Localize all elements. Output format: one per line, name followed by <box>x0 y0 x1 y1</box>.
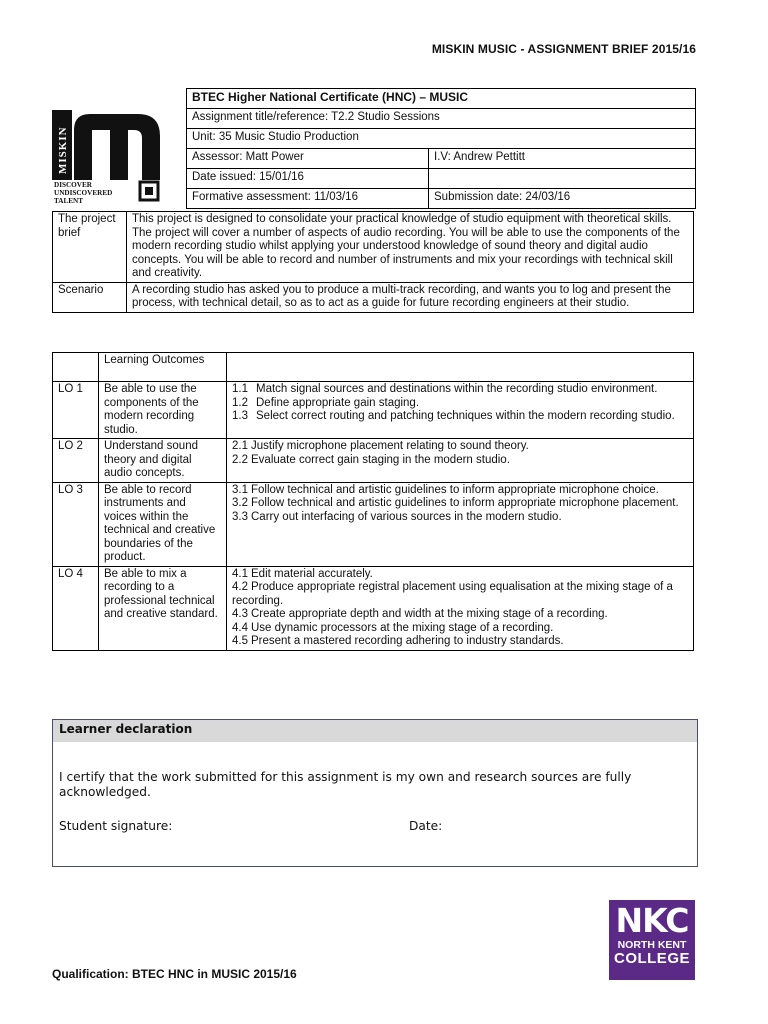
nkc-logo-line2: COLLEGE <box>613 950 690 967</box>
scenario-label: Scenario <box>53 282 127 312</box>
criterion: 4.2 Produce appropriate registral placement using equalisation at the mixing stage of a recording. <box>232 581 673 607</box>
criterion: 1.3 Select correct routing and patching techniques within the modern recording studio. <box>232 410 675 422</box>
lo-outcome: Be able to record instruments and voices within the technical and creative boundaries of the product. <box>99 482 227 566</box>
lo-row-2 <box>53 439 694 483</box>
footer-qualification: Qualification: BTEC HNC in MUSIC 2015/16 <box>52 967 297 981</box>
criterion: 4.5 Present a mastered recording adhering to industry standards. <box>232 635 564 647</box>
lo-id: LO 3 <box>53 482 99 566</box>
miskin-logo <box>52 110 172 210</box>
lo-criteria <box>227 566 694 650</box>
lo-outcome: Be able to use the components of the modern recording studio. <box>99 382 227 439</box>
declaration-statement: I certify that the work submitted for this assignment is my own and research sources are fully acknowledged. <box>59 770 632 799</box>
nkc-logo-line1: NORTH KENT <box>617 939 687 951</box>
miskin-tagline-1: DISCOVER <box>54 181 92 189</box>
date-label: Date: <box>409 819 443 833</box>
criterion: 3.1 Follow technical and artistic guidelines to inform appropriate microphone choice. <box>232 483 659 496</box>
lo-id: LO 2 <box>53 439 99 483</box>
assignment-info-table <box>186 88 696 209</box>
criterion: 2.1 Justify microphone placement relating to sound theory. <box>232 440 529 452</box>
miskin-tagline-3: TALENT <box>54 197 84 205</box>
iv-cell: I.V: Andrew Pettitt <box>429 149 696 169</box>
criterion: 3.3 Carry out interfacing of various sources in the modern studio. <box>232 510 562 523</box>
criterion: 4.3 Create appropriate depth and width at the mixing stage of a recording. <box>232 608 608 620</box>
learning-outcomes-table <box>52 352 694 651</box>
empty-cell <box>429 169 696 189</box>
miskin-logo-graphic <box>52 110 172 210</box>
formative-assessment-cell: Formative assessment: 11/03/16 <box>187 189 429 209</box>
lo-id: LO 1 <box>53 382 99 439</box>
student-signature-label: Student signature: <box>59 819 173 833</box>
criterion: 3.2 Follow technical and artistic guidelines to inform appropriate microphone placement. <box>232 497 679 509</box>
lo-criteria <box>227 439 694 483</box>
qualification-cell: BTEC Higher National Certificate (HNC) – MUSIC <box>187 89 696 109</box>
lo-row-4 <box>53 566 694 650</box>
lo-criteria <box>227 382 694 439</box>
assignment-title-cell: Assignment title/reference: T2.2 Studio Sessions <box>187 109 696 129</box>
lo-header-empty <box>53 353 99 382</box>
unit-cell: Unit: 35 Music Studio Production <box>187 129 696 149</box>
north-kent-college-logo <box>609 900 695 980</box>
scenario-text: A recording studio has asked you to produce a multi-track recording, and wants you to log and present the process, with technical detail, so as to act as a guide for future recording engineers at their studio. <box>127 282 694 312</box>
lo-header-label: Learning Outcomes <box>99 353 227 382</box>
criterion: 4.4 Use dynamic processors at the mixing stage of a recording. <box>232 621 554 634</box>
criterion: 4.1 Edit material accurately. <box>232 567 373 580</box>
criterion: 2.2 Evaluate correct gain staging in the modern studio. <box>232 453 510 466</box>
learner-declaration-box <box>52 719 698 867</box>
project-brief-label: The project brief <box>53 212 127 283</box>
project-brief-table <box>52 211 694 313</box>
criterion: 1.1 Match signal sources and destinations within the recording studio environment. <box>232 383 658 395</box>
lo-outcome: Be able to mix a recording to a professional technical and creative standard. <box>99 566 227 650</box>
project-brief-text: This project is designed to consolidate your practical knowledge of studio equipment with theoretical skills. The project will cover a number of aspects of audio recording. You will be able to use the components of the modern recording studio whilst applying your understood knowledge of sound theory and digital audio concepts. You will be able to record and number of instruments and mix your recordings with technical skill and creativity. <box>127 212 694 283</box>
declaration-title: Learner declaration <box>53 720 697 742</box>
miskin-tagline-2: UNDISCOVERED <box>54 189 113 197</box>
page-header-title: MISKIN MUSIC - ASSIGNMENT BRIEF 2015/16 <box>431 42 696 56</box>
criterion: 1.2 Define appropriate gain staging. <box>232 396 420 409</box>
date-issued-cell: Date issued: 15/01/16 <box>187 169 429 189</box>
lo-header-criteria <box>227 353 694 382</box>
miskin-vertical-text: MISKIN <box>57 126 69 174</box>
lo-outcome: Understand sound theory and digital audio concepts. <box>99 439 227 483</box>
submission-date-cell: Submission date: 24/03/16 <box>429 189 696 209</box>
lo-row-1 <box>53 382 694 439</box>
lo-criteria <box>227 482 694 566</box>
assessor-cell: Assessor: Matt Power <box>187 149 429 169</box>
nkc-logo-initials: NKC <box>615 901 689 940</box>
lo-id: LO 4 <box>53 566 99 650</box>
lo-row-3 <box>53 482 694 566</box>
